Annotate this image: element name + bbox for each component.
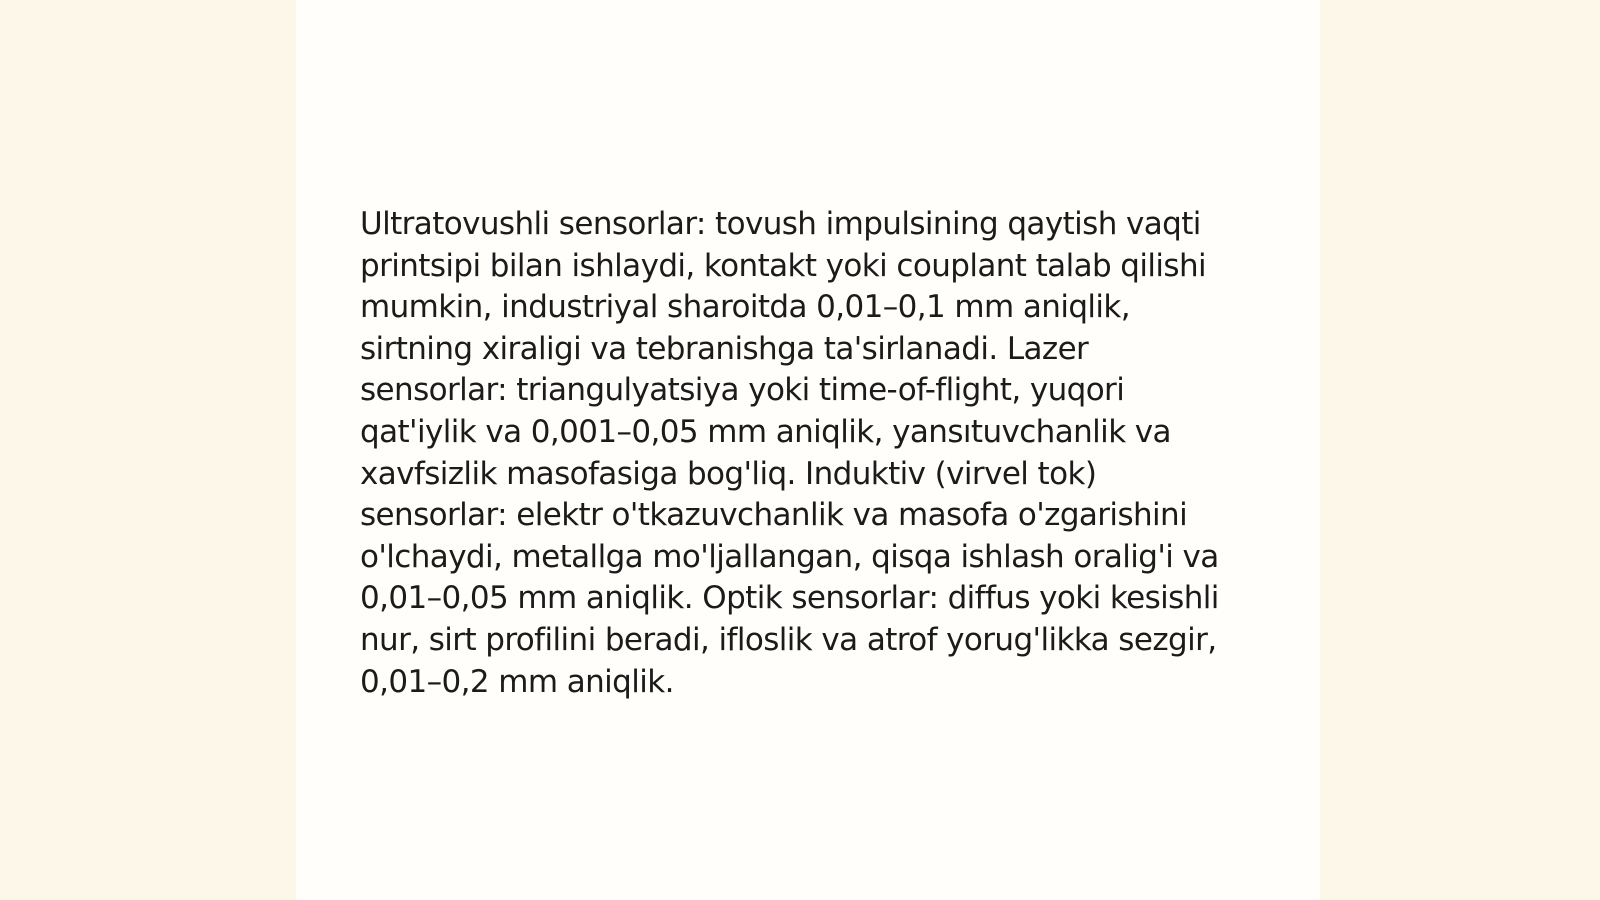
body-paragraph: Ultratovushli sensorlar: tovush impulsining qaytish vaqti printsipi bilan ishlaydi, kontakt yoki couplant talab qilishi mumkin, industriyal sharoitda 0,01–0,1 mm aniqlik, sirtning xiraligi va tebranishga ta'sirlanadi. Lazer sensorlar: triangulyatsiya yoki time-of-flight, yuqori qat'iylik va 0,001–0,05 mm aniqlik, yansıtuvchanlik va xavfsizlik masofasiga bog'liq. Induktiv (virvel tok) sensorlar: elektr o'tkazuvchanlik va masofa o'zgarishini o'lchaydi, metallga mo'ljallangan, qisqa ishlash oralig'i va 0,01–0,05 mm aniqlik. Optik sensorlar: diffus yoki kesishli nur, sirt profilini beradi, ifloslik va atrof yorug'likka sezgir, 0,01–0,2 mm aniqlik.	[360, 206, 1219, 700]
document-page	[296, 0, 1320, 900]
